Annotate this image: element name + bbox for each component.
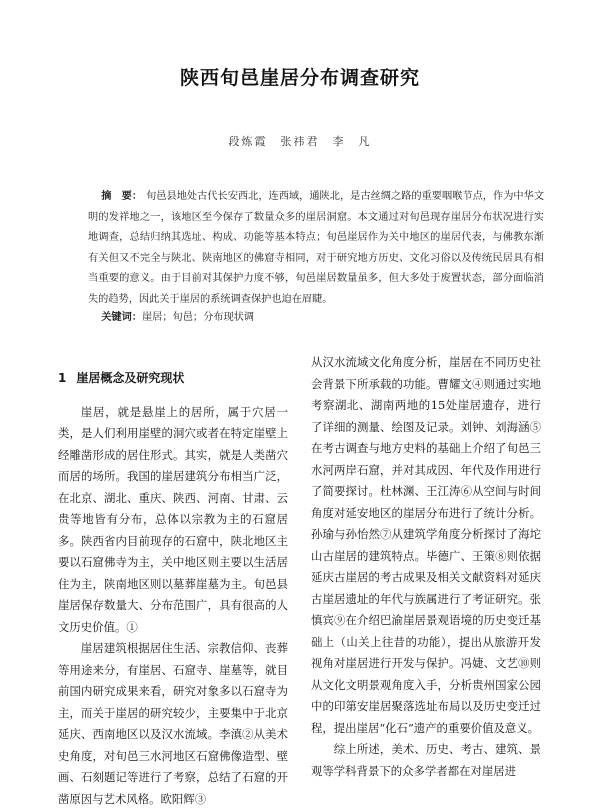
- body-paragraph: 综上所述，美术、历史、考古、建筑、景观等学科背景下的众多学者都在对崖居进: [311, 742, 541, 778]
- keywords: [88, 309, 544, 326]
- authors: 段炼霞 张祎君 李 凡: [228, 135, 372, 148]
- body-paragraph: 崖居，就是悬崖上的居所，属于穴居一类，是人们利用崖壁的洞穴或者在特定崖壁上经雕凿形成的居住形式。其实，就是人类凿穴而居的场所。我国的崖居建筑分布相当广泛，在北京、湖北、重庆、陕西、河南、甘肃、云贵等地皆有分布，总体以宗教为主的石窟居多。陕西省内目前现存的石窟中，陕北地区主要以石窟佛寺为主，关中地区则主要以生活居住为主，陕南地区则以墓葬崖墓为主。旬邑县崖居保存数量大、分布范围广，具有很高的人文历史价值。①: [58, 404, 288, 634]
- section-number: 1: [58, 371, 67, 385]
- section-heading: [58, 368, 288, 390]
- abstract: [88, 186, 544, 310]
- keywords-label: 关键词：: [101, 311, 142, 323]
- body-paragraph: 从汉水流域文化角度分析，崖居在不同历史社会背景下所承载的功能。曹耀文④则通过实地考察湖北、湖南两地的15处崖居遗存，进行了详细的测量、绘图及记录。刘钟、刘海涵⑤在考古调查与地方史料的基础上介绍了旬邑三水河两岸石窟，并对其成因、年代及作用进行了简要探讨。杜林渊、王江涛⑥从空间与时间角度对延安地区的崖居分布进行了统计分析。孙瑜与孙怡然⑦从建筑学角度分析探讨了海坨山古崖居的建筑特点。毕德广、王策⑧则依据延庆古崖居的考古成果及相关文献资料对延庆古崖居遗址的年代与族属进行了考证研究。张慎宾⑨在介绍巴渝崖居景观语境的历史变迁基础上（山关上往昔的功能），提出从旅游开发视角对崖居进行开发与保护。冯婕、文艺⑩则从文化文明景观角度入手，分析贵州国家公园中的印第安崖居聚落选址布局以及历史变迁过程，提出崖居“化石”遗产的重要价值及意义。: [311, 355, 541, 735]
- section-title: 崖居概念及研究现状: [76, 371, 185, 385]
- abstract-text: 旬邑县地处古代长安西北，连西域，通陕北，是古丝绸之路的重要咽喉节点，作为中华文明的发祥地之一，该地区至今保存了数量众多的崖居洞窟。本文通过对旬邑现存崖居分布状况进行实地调查，总结归纳其选址、构成、功能等基本特点；旬邑崖居作为关中地区的崖居代表，与佛教东渐有关但又不完全与陕北、陕南地区的佛窟寺相同，对于研究地方历史、文化习俗以及传统民居具有相当重要的意义。由于目前对其保护力度不够，旬邑崖居数量虽多，但大多处于废置状态，部分面临消失的趋势，因此关于崖居的系统调查保护也迫在眉睫。: [88, 191, 545, 305]
- left-column: [58, 368, 288, 810]
- right-column: [311, 352, 541, 782]
- keywords-text: 崖居；旬邑；分布现状调: [142, 312, 255, 323]
- body-paragraph: 崖居建筑根据居住生活、宗教信仰、丧葬等用途来分，有崖居、石窟寺、崖墓等，就目前国内研究成果来看，研究对象多以石窟寺为主，而关于崖居的研究较少，主要集中于北京延庆、西南地区以及汉水流域。李滇②从美术史角度，对旬邑三水河地区石窟佛像造型、壁画、石刻题记等进行了考察，总结了石窟的开凿原因与艺术风格。欧阳辉③: [58, 641, 288, 806]
- abstract-label: 摘 要：: [101, 190, 143, 202]
- paper-title: 陕西旬邑崖居分布调查研究: [179, 67, 420, 89]
